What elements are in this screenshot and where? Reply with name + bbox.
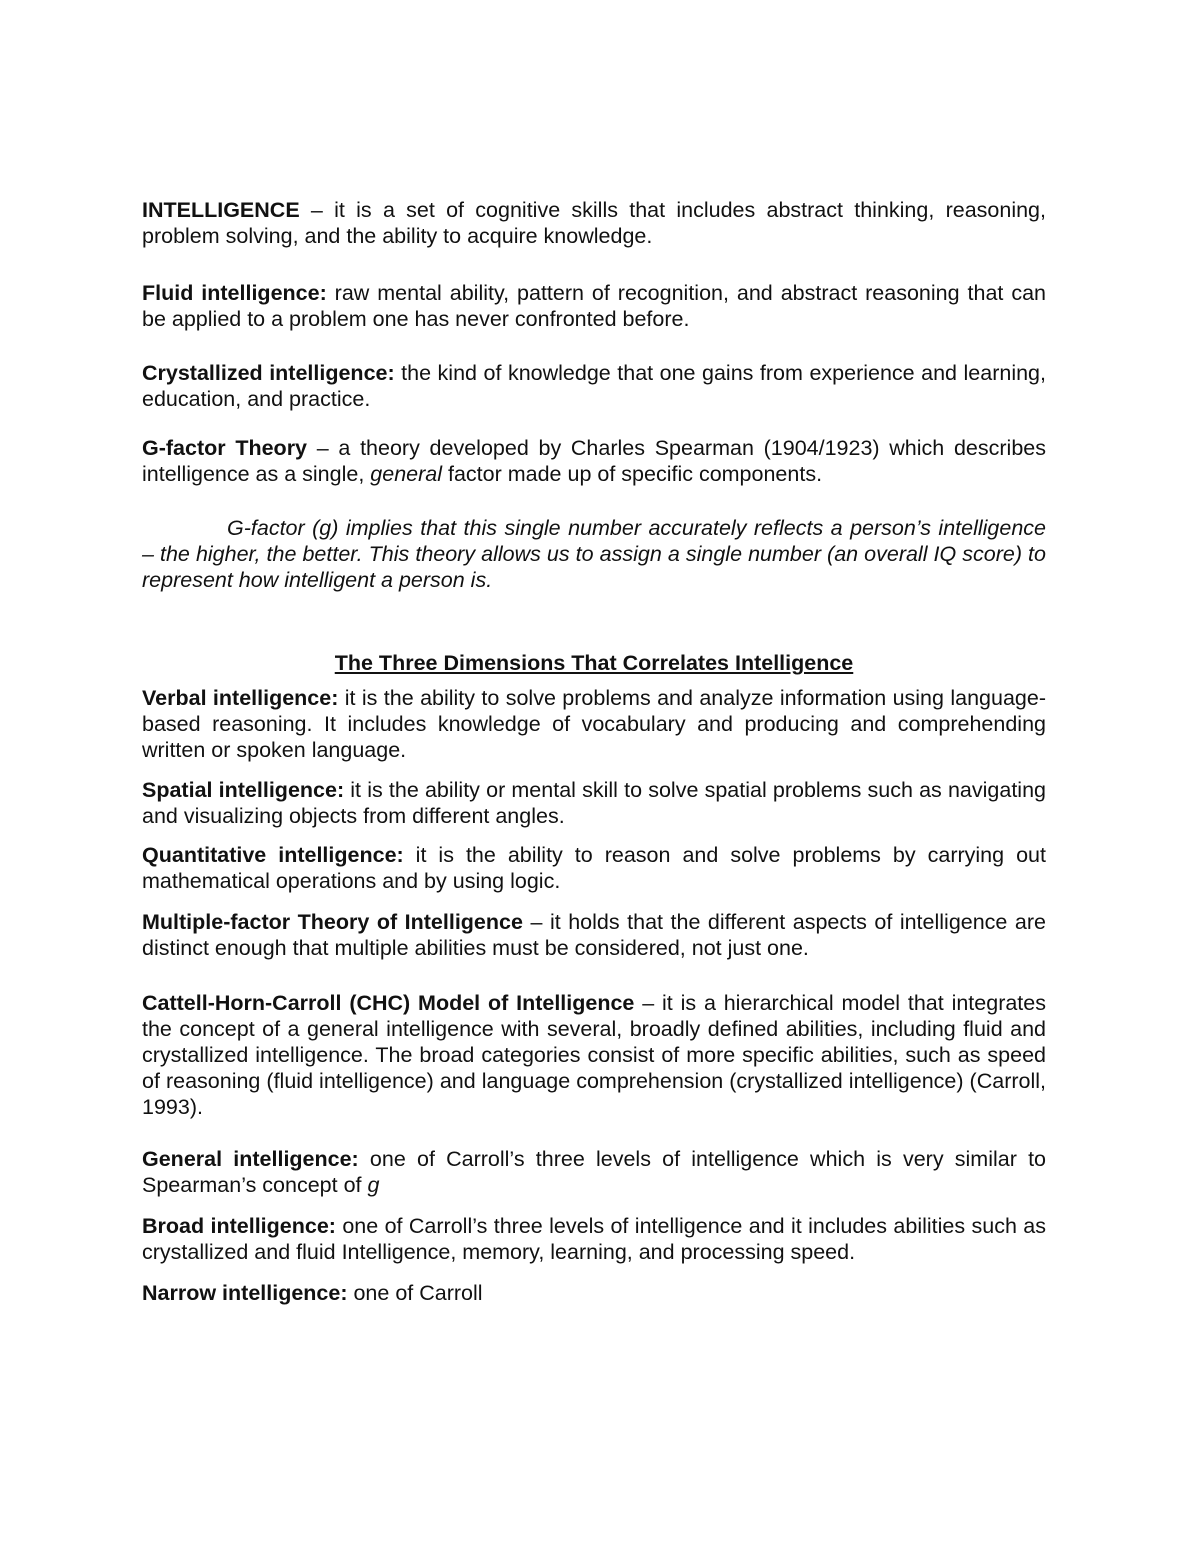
definition-text: it is the ability to solve problems and analyze information using language-based reasoning. It includes knowledge of vocabulary and producing and comprehending written or spoken language. (142, 686, 1046, 762)
verbal-intelligence-definition (142, 685, 1046, 763)
term-label: Crystallized intelligence: (142, 361, 395, 385)
term-label: Cattell-Horn-Carroll (CHC) Model of Intelligence (142, 991, 635, 1015)
broad-intelligence-definition (142, 1213, 1046, 1265)
section-heading: The Three Dimensions That Correlates Intelligence (334, 651, 854, 675)
intelligence-definition (142, 197, 1046, 249)
multiple-factor-theory-definition (142, 909, 1046, 961)
quantitative-intelligence-definition (142, 842, 1046, 894)
definition-text: one of Carroll (347, 1281, 483, 1305)
term-label: Broad intelligence: (142, 1214, 336, 1238)
definition-text: – it is a set of cognitive skills that includes abstract thinking, reasoning, problem solving, and the ability to acquire knowledge. (142, 198, 1046, 248)
definition-text: it is the ability or mental skill to solve spatial problems such as navigating and visualizing objects from different angles. (142, 778, 1046, 828)
definition-text: one of Carroll’s three levels of intelligence which is very similar to Spearman’s concept of (142, 1147, 1047, 1197)
spatial-intelligence-definition (142, 777, 1046, 829)
fluid-intelligence-definition (142, 280, 1046, 332)
term-label: Quantitative intelligence: (142, 843, 404, 867)
general-intelligence-definition (142, 1146, 1046, 1198)
g-factor-note: G-factor (g) implies that this single number accurately reflects a person’s intelligence – the higher, the better. This theory allows us to assign a single number (an overall IQ score) to represent how intelligent a person is. (142, 516, 1046, 592)
term-label: INTELLIGENCE (142, 198, 300, 222)
term-label: General intelligence: (142, 1147, 359, 1171)
definition-text: – it is a hierarchical model that integrates the concept of a general intelligence with several, broadly defined abilities, including fluid and crystallized intelligence. The broad categories consist of more specific abilities, such as speed of reasoning (fluid intelligence) and language comprehension (crystallized intelligence) (Carroll, 1993). (142, 991, 1046, 1119)
chc-model-definition (142, 990, 1046, 1120)
definition-text: – it holds that the different aspects of intelligence are distinct enough that multiple abilities must be considered, not just one. (142, 910, 1046, 960)
emphasis-text: g (367, 1173, 380, 1197)
narrow-intelligence-definition (142, 1280, 1046, 1306)
term-label: G-factor Theory (142, 436, 308, 460)
definition-text: – a theory developed by Charles Spearman (1904/1923) which describes intelligence as a single, (142, 436, 1046, 486)
g-factor-theory-definition (142, 435, 1046, 487)
definition-text: one of Carroll’s three levels of intelligence and it includes abilities such as crystallized and fluid Intelligence, memory, learning, and processing speed. (142, 1214, 1046, 1264)
term-label: Multiple-factor Theory of Intelligence (142, 910, 523, 934)
definition-text: the kind of knowledge that one gains from experience and learning, education, and practice. (142, 361, 1046, 411)
term-label: Verbal intelligence: (142, 686, 339, 710)
definition-text-continued: factor made up of specific components. (442, 462, 823, 486)
term-label: Narrow intelligence: (142, 1281, 348, 1305)
emphasis-text: general (370, 462, 443, 486)
term-label: Fluid intelligence: (142, 281, 327, 305)
crystallized-intelligence-definition (142, 360, 1046, 412)
definition-text: raw mental ability, pattern of recognition, and abstract reasoning that can be applied to a problem one has never confronted before. (142, 281, 1046, 331)
definition-text: it is the ability to reason and solve problems by carrying out mathematical operations and by using logic. (142, 843, 1046, 893)
term-label: Spatial intelligence: (142, 778, 345, 802)
